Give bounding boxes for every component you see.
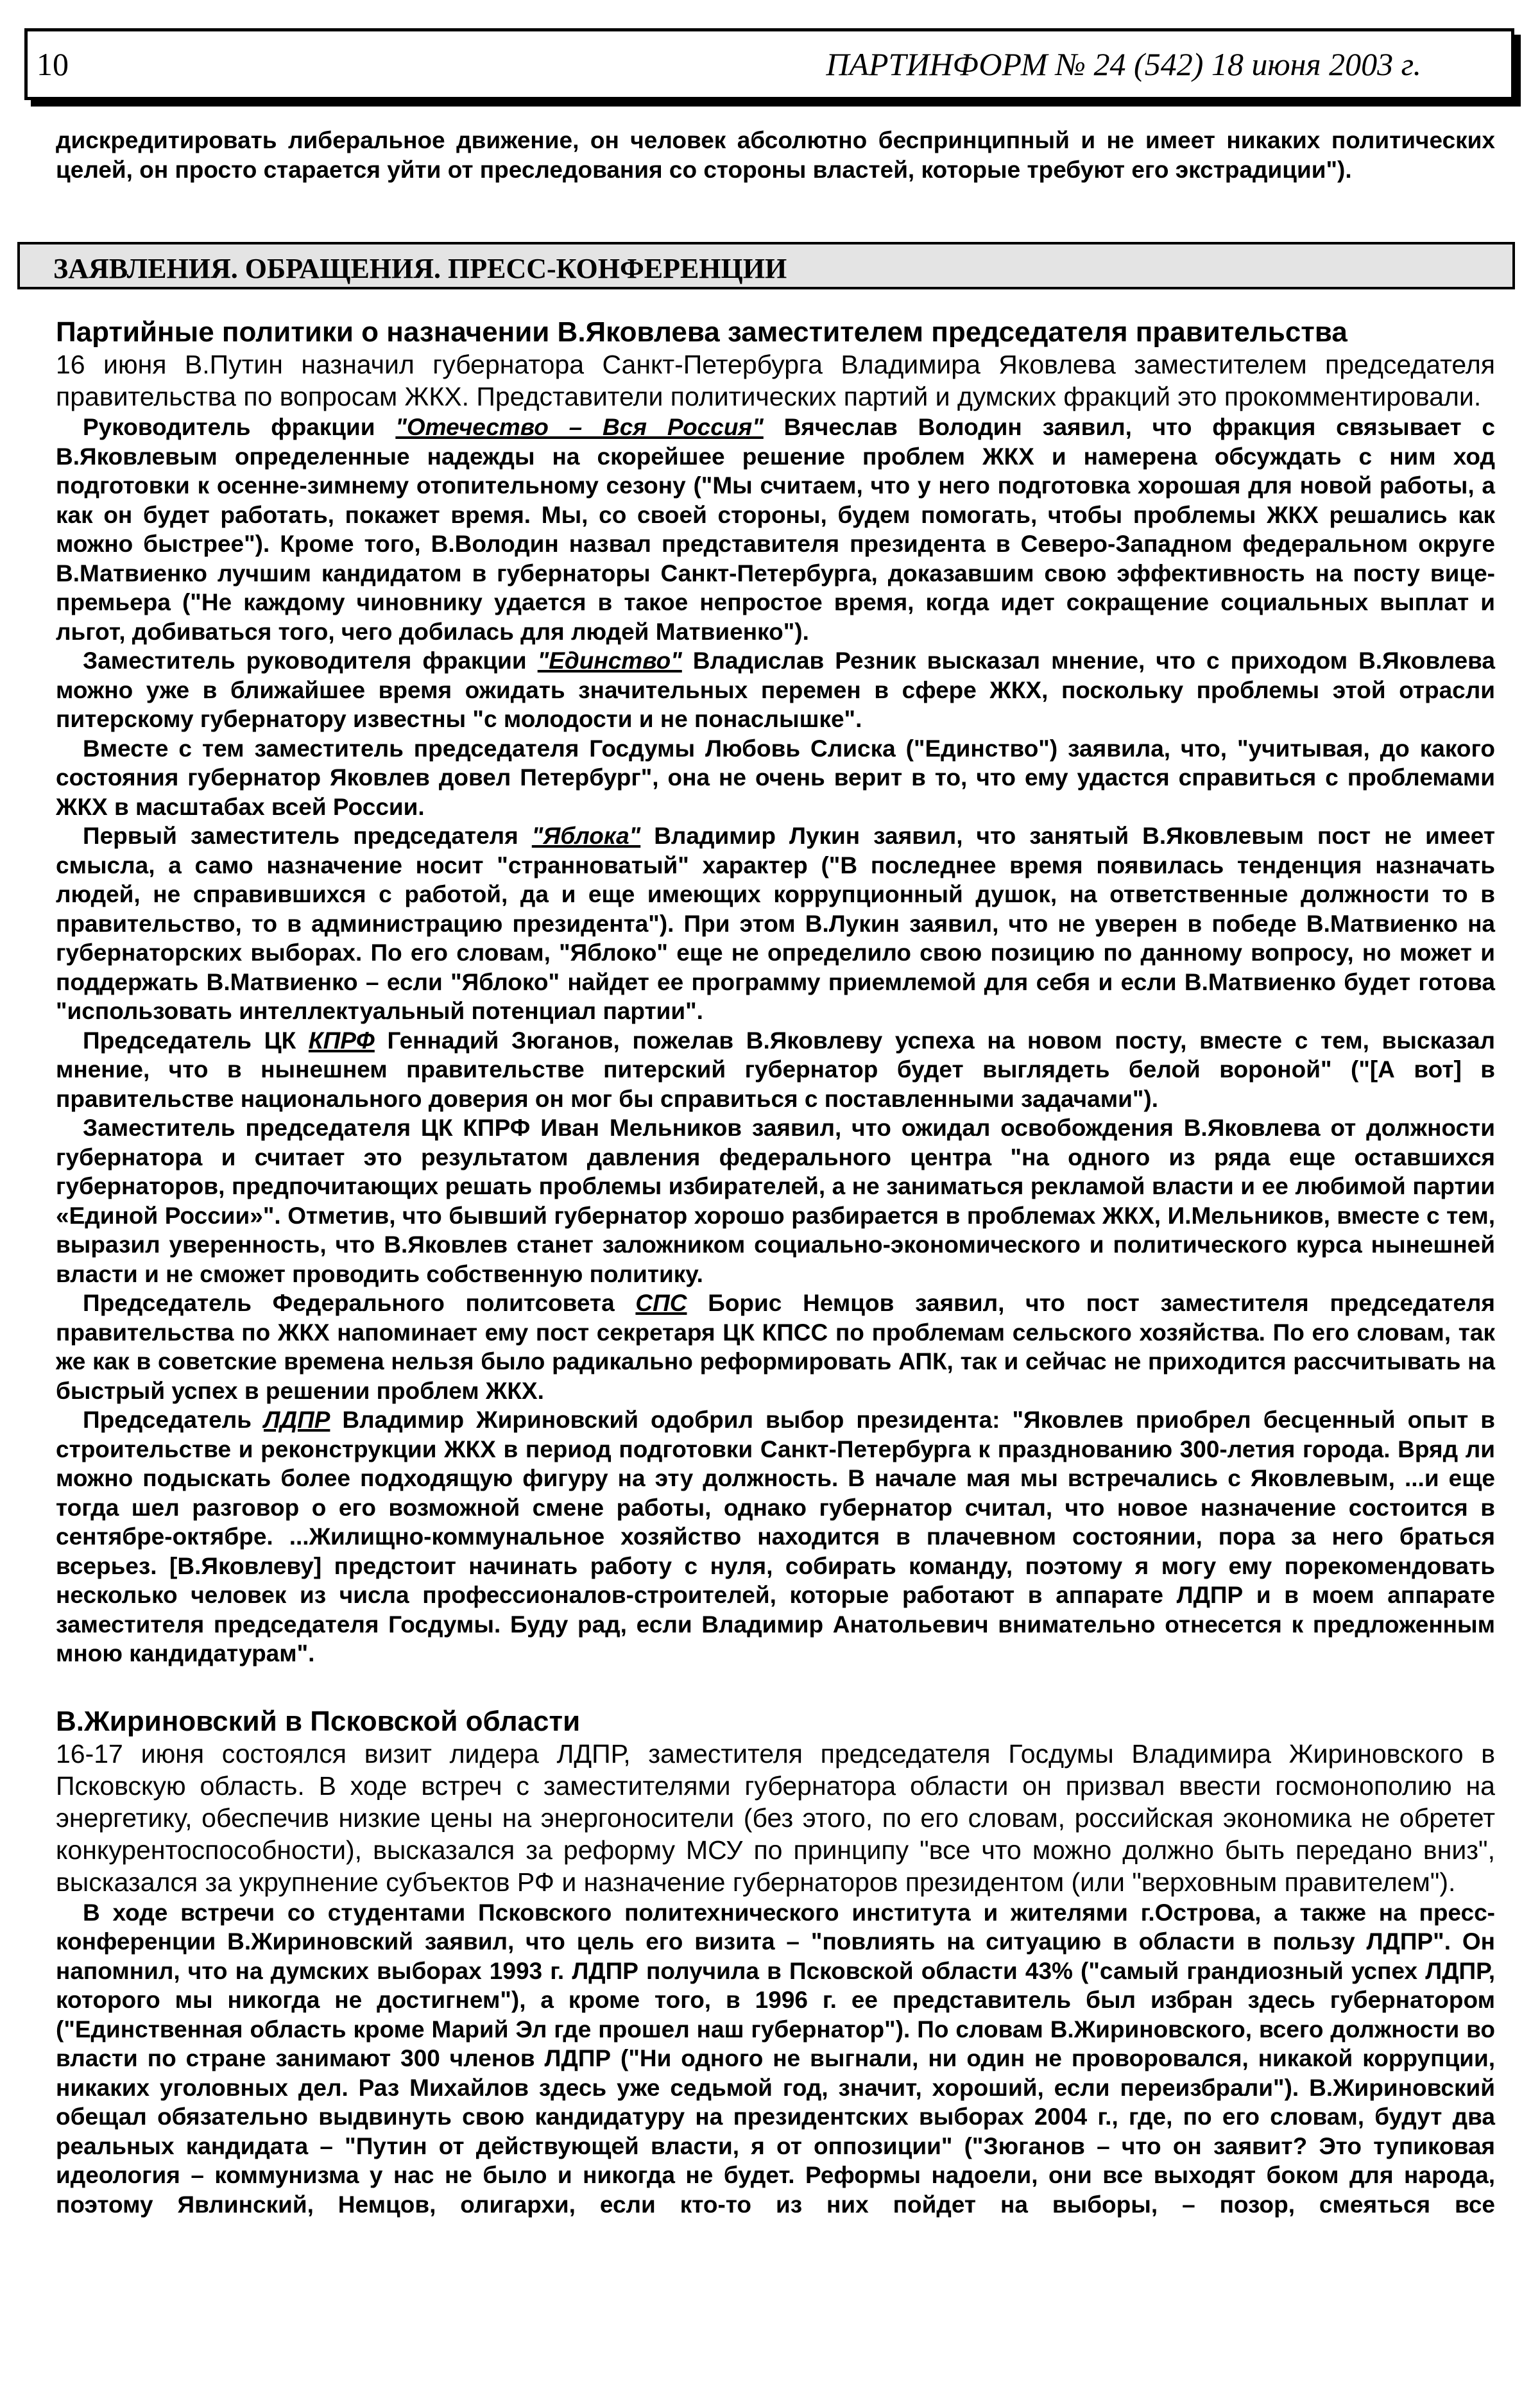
article-paragraph bbox=[56, 1405, 1495, 1668]
paragraph-text: Первый заместитель председателя bbox=[83, 823, 532, 849]
article-paragraph bbox=[56, 1026, 1495, 1114]
paragraph-text: Председатель bbox=[83, 1407, 264, 1433]
party-link[interactable]: "Единство" bbox=[537, 647, 682, 674]
article-paragraph bbox=[56, 1738, 1495, 1898]
paragraph-text: 16 июня В.Путин назначил губернатора Санкт-Петербурга Владимира Яковлева заместителем председателя правительства по вопросам ЖКХ. Представители политических партий и думских фракций это прокомментировали. bbox=[56, 350, 1495, 411]
paragraph-text: Борис Немцов заявил, что пост заместителя председателя правительства по ЖКХ напоминает ему пост секретаря ЦК КПСС по проблемам сельского хозяйства. По его словам, так же как в советские времена нельзя было радикально реформировать АПК, так и сейчас не приходится рассчитывать на быстрый успех в решении проблем ЖКХ. bbox=[56, 1290, 1495, 1404]
paragraph-text: Председатель ЦК bbox=[83, 1027, 309, 1054]
article-paragraph bbox=[56, 1289, 1495, 1405]
party-link[interactable]: СПС bbox=[635, 1290, 687, 1316]
paragraph-text: 16-17 июня состоялся визит лидера ЛДПР, заместителя председателя Госдумы Владимира Жириновского в Псковскую область. В ходе встреч с заместителями губернатора области он призвал ввести госмонополию на энергетику, обеспечив низкие цены на энергоносители (без этого, по его словам, российская экономика не обретет конкурентоспособности), высказался за реформу МСУ по принципу "все что можно должно быть передано вниз", высказался за укрупнение субъектов РФ и назначение губернаторов президентом (или "верховным правителем"). bbox=[56, 1738, 1495, 1897]
paragraph-text: Заместитель руководителя фракции bbox=[83, 647, 538, 674]
article-paragraph bbox=[56, 734, 1495, 822]
article-paragraph bbox=[56, 348, 1495, 413]
paragraph-text: Владислав Резник высказал мнение, что с приходом В.Яковлева можно уже в ближайшее время ожидать значительных перемен в сфере ЖКХ, поскольку проблемы этой отрасли питерскому губернатору известны "с молодости и не понаслышке". bbox=[56, 647, 1496, 732]
article-paragraph bbox=[56, 413, 1495, 646]
article-title: В.Жириновский в Псковской области bbox=[56, 1705, 581, 1737]
paragraph-text: Председатель Федерального политсовета bbox=[83, 1290, 636, 1316]
publication-title: ПАРТИНФОРМ № 24 (542) 18 июня 2003 г. bbox=[826, 46, 1421, 82]
party-link[interactable]: КПРФ bbox=[308, 1027, 375, 1054]
article-paragraph bbox=[56, 821, 1495, 1026]
paragraph-text: Вячеслав Володин заявил, что фракция связывает с В.Яковлевым определенные надежды на скорейшее решение проблем ЖКХ и намерена обсуждать с ним ход подготовки к осенне-зимнему отопительному сезону ("Мы считаем, что у него подготовка хорошая для новой работы, а как он будет работать, покажет время. Мы, со своей стороны, будем помогать, чтобы проблемы ЖКХ решались как можно быстрее"). Кроме того, В.Володин назвал представителя президента в Северо-Западном федеральном округе В.Матвиенко лучшим кандидатом в губернаторы Санкт-Петербурга, доказавшим свою эффективность на посту вице-премьера ("Не каждому чиновнику удается в такое непростое время, когда идет сокращение социальных выплат и льгот, добиваться того, чего добилась для людей Матвиенко"). bbox=[56, 414, 1495, 645]
paragraph-text: Заместитель председателя ЦК КПРФ Иван Мельников заявил, что ожидал освобождения В.Яковлева от должности губернатора и считает это результатом давления федерального центра "на одного из ряда еще оставшихся губернаторов, предпочитающих решать проблемы избирателей, а не заниматься рекламой власти и ее любимой партии «Единой России»". Отметив, что бывший губернатор хорошо разбирается в проблемах ЖКХ, И.Мельников, вместе с тем, выразил уверенность, что В.Яковлев станет заложником социально-экономического и политического курса нынешней власти и не сможет проводить собственную политику. bbox=[56, 1115, 1495, 1287]
carryover-paragraph: дискредитировать либеральное движение, он человек абсолютно беспринципный и не имеет никаких политических целей, он просто старается уйти от преследования со стороны властей, которые требуют его экстрадиции"). bbox=[56, 127, 1495, 183]
page-number: 10 bbox=[37, 46, 69, 82]
party-link[interactable]: ЛДПР bbox=[263, 1407, 330, 1433]
article-paragraph bbox=[56, 1898, 1495, 2220]
paragraph-text: В ходе встречи со студентами Псковского политехнического института и жителями г.Острова, а также на пресс-конференции В.Жириновский заявил, что цель его визита – "повлиять на ситуацию в области в пользу ЛДПР". Он напомнил, что на думских выборах 1993 г. ЛДПР получила в Псковской области 43% ("самый грандиозный успех ЛДПР, которого мы никогда не достигнем"), а кроме того, в 1996 г. ее представитель был избран здесь губернатором ("Единственная область кроме Марий Эл где прошел наш губернатор"). По словам В.Жириновского, всего должности во власти по стране занимают 300 членов ЛДПР ("Ни одного не выгнали, ни один не проворовался, никакой коррупции, никаких уголовных дел. Раз Михайлов здесь уже седьмой год, значит, хороший, если переизбрали"). В.Жириновский обещал обязательно выдвинуть свою кандидатуру на президентских выборах 2004 г., где, по его словам, будут два реальных кандидата – "Путин от действующей власти, я от оппозиции" ("Зюганов – что он заявит? Это тупиковая идеология – коммунизма у нас не было и никогда не будет. Реформы надоели, они все выходят боком для народа, поэтому Явлинский, Немцов, олигархи, если кто-то из них пойдет на выборы, – позор, смеяться все bbox=[56, 1899, 1495, 2218]
party-link[interactable]: "Отечество – Вся Россия" bbox=[395, 414, 764, 440]
page-content bbox=[53, 126, 1496, 2219]
section-bar bbox=[17, 242, 1515, 289]
page-header bbox=[24, 28, 1514, 100]
paragraph-text: Вместе с тем заместитель председателя Госдумы Любовь Слиска ("Единство") заявила, что, "учитывая, до какого состояния губернатор Яковлев довел Петербург", она не очень верит в то, что ему удастся справиться с проблемами ЖКХ в масштабах всей России. bbox=[56, 735, 1495, 820]
articles bbox=[56, 316, 1495, 2219]
article-title: Партийные политики о назначении В.Яковлева заместителем председателя правительства bbox=[56, 316, 1348, 348]
paragraph-text: Владимир Жириновский одобрил выбор президента: "Яковлев приобрел бесценный опыт в строительстве и реконструкции ЖКХ в период подготовки Санкт-Петербурга к празднованию 300-летия города. Вряд ли можно подыскать более подходящую фигуру на эту должность. В начале мая мы встречались с Яковлевым, ...и еще тогда шел разговор о его возможной смене работы, однако губернатор считал, что новое назначение состоится в сентябре-октябре. ...Жилищно-коммунальное хозяйство находится в плачевном состоянии, пора за него браться всерьез. [В.Яковлеву] предстоит начинать работу с нуля, собирать команду, поэтому я могу ему порекомендовать несколько человек из числа профессионалов-строителей, которые работают в аппарате ЛДПР и в моем аппарате заместителя председателя Госдумы. Буду рад, если Владимир Анатольевич внимательно отнесется к предложенным мною кандидатурам". bbox=[56, 1407, 1496, 1667]
paragraph-text: Владимир Лукин заявил, что занятый В.Яковлевым пост не имеет смысла, а само назначение носит "странноватый" характер ("В последнее время появилась тенденция назначать людей, не справившихся с работой, да и еще имеющих коррупционный душок, на ответственные должности то в правительство, то в администрацию президента"). При этом В.Лукин заявил, что не уверен в победе В.Матвиенко на губернаторских выборах. По его словам, "Яблоко" еще не определило свою позицию по данному вопросу, но может и поддержать В.Матвиенко – если "Яблоко" найдет ее программу приемлемой для себя и если В.Матвиенко будет готова "использовать интеллектуальный потенциал партии". bbox=[56, 823, 1495, 1024]
paragraph-text: Руководитель фракции bbox=[83, 414, 396, 440]
section-title: ЗАЯВЛЕНИЯ. ОБРАЩЕНИЯ. ПРЕСС-КОНФЕРЕНЦИИ bbox=[53, 253, 787, 284]
article-paragraph bbox=[56, 1113, 1495, 1289]
party-link[interactable]: "Яблока" bbox=[531, 823, 641, 849]
article-paragraph bbox=[56, 646, 1495, 734]
paragraph-text: Геннадий Зюганов, пожелав В.Яковлеву успеха на новом посту, вместе с тем, высказал мнение, что в нынешнем правительстве питерский губернатор будет выглядеть белой вороной" ("[А вот] в правительстве национального доверия он мог бы справиться с поставленными задачами"). bbox=[56, 1027, 1495, 1112]
